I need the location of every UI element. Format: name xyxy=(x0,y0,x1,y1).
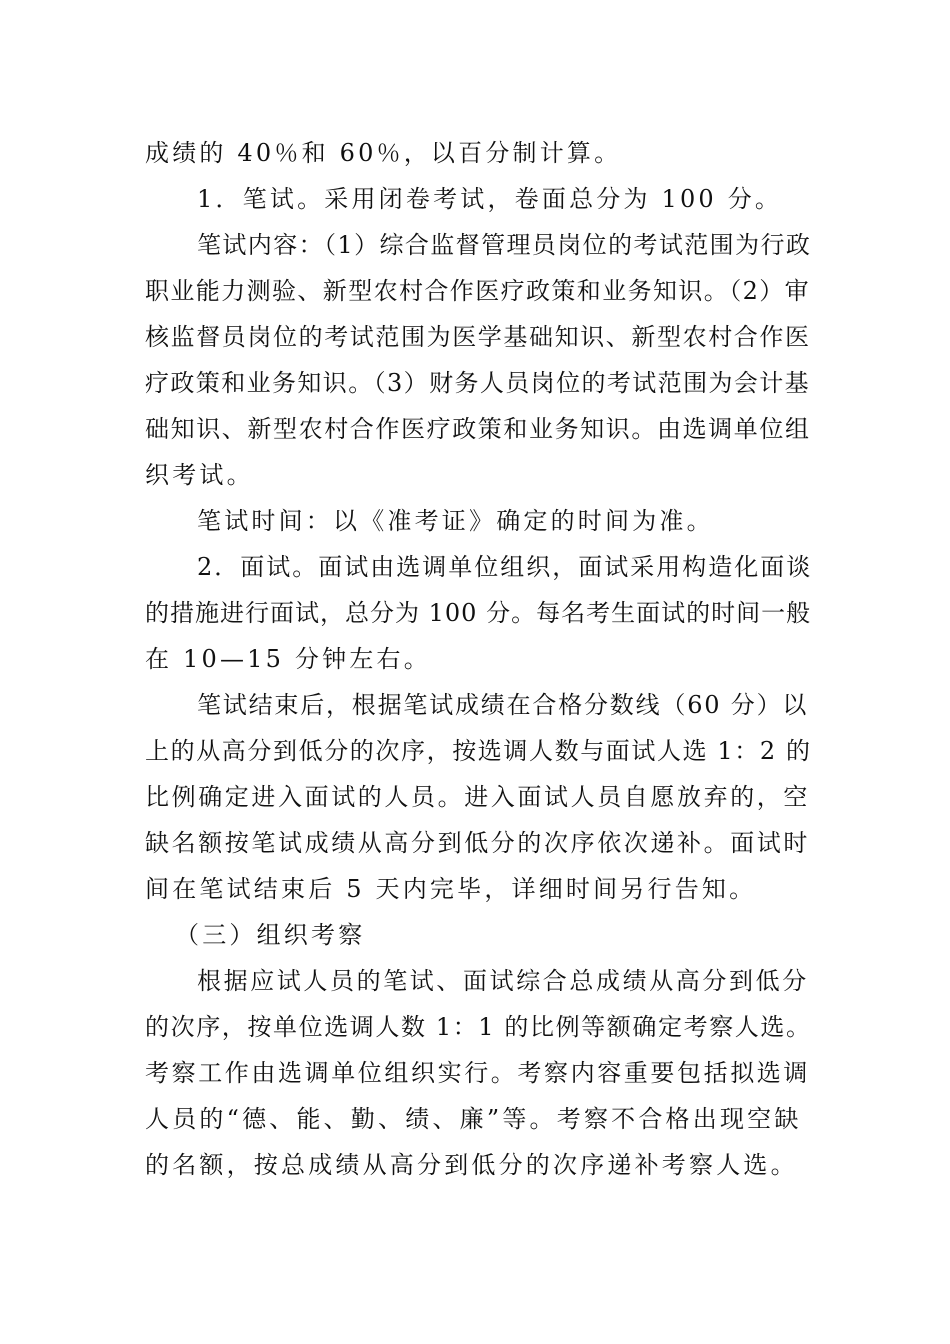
paragraph-line: 间在笔试结束后 5 天内完毕，详细时间另行告知。 xyxy=(145,875,757,903)
paragraph-line: 在 10—15 分钟左右。 xyxy=(145,645,431,673)
paragraph-line: 笔试结束后，根据笔试成绩在合格分数线（60 分）以 xyxy=(197,691,809,719)
paragraph-line: 成绩的 40％和 60％，以百分制计算。 xyxy=(145,139,622,167)
paragraph-line: 织考试。 xyxy=(145,461,254,489)
paragraph-line: 核监督员岗位的考试范围为医学基础知识、新型农村合作医 xyxy=(145,323,811,351)
paragraph-line: 的措施进行面试，总分为 100 分。每名考生面试的时间一般 xyxy=(145,599,812,627)
paragraph-line: 2．面试。面试由选调单位组织，面试采用构造化面谈 xyxy=(197,553,813,581)
paragraph-line: 考察工作由选调单位组织实行。考察内容重要包括拟选调 xyxy=(145,1059,810,1087)
paragraph-line: 根据应试人员的笔试、面试综合总成绩从高分到低分 xyxy=(197,967,809,995)
paragraph-line: 的名额，按总成绩从高分到低分的次序递补考察人选。 xyxy=(145,1151,798,1179)
paragraph-line: 础知识、新型农村合作医疗政策和业务知识。由选调单位组 xyxy=(145,415,811,443)
paragraph-line: 疗政策和业务知识。（3）财务人员岗位的考试范围为会计基 xyxy=(145,369,811,397)
paragraph-line: 缺名额按笔试成绩从高分到低分的次序依次递补。面试时 xyxy=(145,829,810,857)
paragraph-line: 1．笔试。采用闭卷考试，卷面总分为 100 分。 xyxy=(197,185,783,213)
paragraph-line: 比例确定进入面试的人员。进入面试人员自愿放弃的，空 xyxy=(145,783,810,811)
paragraph-line: 的次序，按单位选调人数 1：1 的比例等额确定考察人选。 xyxy=(145,1013,812,1041)
paragraph-line: 人员的“德、能、勤、绩、廉”等。考察不合格出现空缺 xyxy=(145,1105,802,1133)
paragraph-line: 上的从高分到低分的次序，按选调人数与面试人选 1：2 的 xyxy=(145,737,812,765)
paragraph-line: 笔试内容：（1）综合监督管理员岗位的考试范围为行政 xyxy=(197,231,812,259)
paragraph-line: 职业能力测验、新型农村合作医疗政策和业务知识。（2）审 xyxy=(145,277,811,305)
paragraph-line: 笔试时间：以《准考证》确定的时间为准。 xyxy=(197,507,714,535)
section-heading: （三）组织考察 xyxy=(175,921,366,949)
